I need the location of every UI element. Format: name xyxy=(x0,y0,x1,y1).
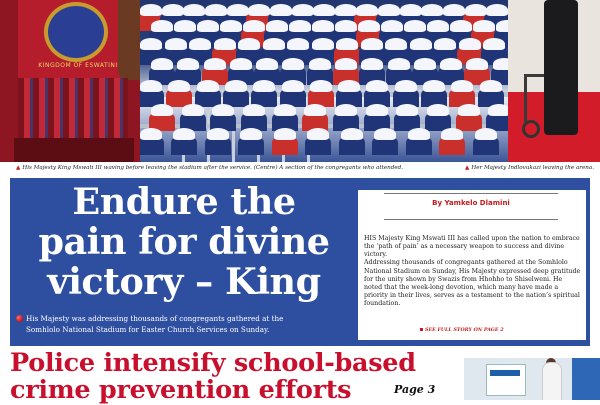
square-bullet-icon xyxy=(420,328,423,331)
congregant-hat xyxy=(151,104,173,116)
congregant-hat xyxy=(336,38,358,50)
congregant-hat xyxy=(282,80,304,92)
congregant-hat xyxy=(205,4,227,16)
congregant-hat xyxy=(292,4,314,16)
congregant-hat xyxy=(385,38,407,50)
robe-hem xyxy=(14,138,134,162)
congregant-hat xyxy=(243,20,265,32)
congregant-hat xyxy=(443,4,465,16)
congregant-hat xyxy=(177,58,199,70)
congregant-hat xyxy=(197,80,219,92)
congregant-hat xyxy=(475,128,497,140)
photo-captions xyxy=(0,162,600,175)
congregant-hat xyxy=(473,20,495,32)
congregant-hat xyxy=(480,80,502,92)
congregant-hat xyxy=(214,38,236,50)
congregant-hat xyxy=(289,20,311,32)
congregant-hat xyxy=(312,38,334,50)
congregant-hat xyxy=(338,80,360,92)
caption-left xyxy=(16,165,403,171)
congregant-hat xyxy=(441,128,463,140)
coat-of-arms-emblem xyxy=(44,2,108,62)
congregant-hat xyxy=(388,58,410,70)
page-reference[interactable]: Page 3 xyxy=(394,383,436,396)
congregant-hat xyxy=(366,80,388,92)
congregant-hat xyxy=(266,20,288,32)
see-full-story-text: SEE FULL STORY ON PAGE 2 xyxy=(425,327,504,333)
congregant-hat xyxy=(465,4,487,16)
banner-stripe xyxy=(490,370,520,376)
congregant-hat xyxy=(451,80,473,92)
congregant-hat xyxy=(450,20,472,32)
congregant-hat xyxy=(140,38,162,50)
second-headline[interactable] xyxy=(10,350,450,404)
congregant-hat xyxy=(174,20,196,32)
article-body xyxy=(364,235,582,308)
congregant-hat xyxy=(207,128,229,140)
congregant-hat xyxy=(162,4,184,16)
blue-wall xyxy=(572,358,600,400)
congregant-hat xyxy=(378,4,400,16)
standfirst xyxy=(16,314,360,335)
congregant-hat xyxy=(493,58,508,70)
caption-left-text: His Majesty King Mswati III waving before leaving the stadium after the service. (Centre) A section of the congregants who attended. xyxy=(22,165,403,171)
congregant-hat xyxy=(240,128,262,140)
congregant-hat xyxy=(238,38,260,50)
standfirst-line-1: His Majesty was addressing thousands of congregants gathered at the xyxy=(26,314,284,323)
congregant-hat xyxy=(270,4,292,16)
congregants-photo xyxy=(140,0,508,162)
congregant-hat xyxy=(356,4,378,16)
police-photo xyxy=(464,358,600,400)
congregant-hat xyxy=(225,80,247,92)
congregant-hat xyxy=(414,58,436,70)
congregant-hat xyxy=(404,20,426,32)
congregant-hat xyxy=(466,58,488,70)
congregant-hat xyxy=(140,80,162,92)
congregant-hat xyxy=(151,58,173,70)
queen-mother-photo xyxy=(508,0,600,162)
congregant-hat xyxy=(366,104,388,116)
caption-right xyxy=(465,165,594,171)
congregant-hat xyxy=(313,4,335,16)
congregant-hat xyxy=(459,38,481,50)
congregant-hat xyxy=(410,38,432,50)
congregant-hat xyxy=(395,80,417,92)
congregant-hat xyxy=(230,58,252,70)
congregant-hat xyxy=(151,20,173,32)
robe-pattern xyxy=(18,78,128,138)
lead-headline[interactable] xyxy=(10,182,358,302)
second-headline-line-2: crime prevention efforts xyxy=(10,375,352,405)
congregant-hat xyxy=(263,38,285,50)
congregant-hat xyxy=(408,128,430,140)
congregant-hat xyxy=(396,104,418,116)
congregant-hat xyxy=(274,128,296,140)
congregant-hat xyxy=(335,4,357,16)
congregant-hat xyxy=(358,20,380,32)
congregant-hat xyxy=(335,20,357,32)
congregant-hat xyxy=(496,20,508,32)
congregant-hat xyxy=(483,38,505,50)
standing-figure xyxy=(544,0,578,135)
congregant-hat xyxy=(423,80,445,92)
congregant-hat xyxy=(307,128,329,140)
congregant-hat xyxy=(427,104,449,116)
byline-rule-top xyxy=(384,193,558,194)
byline: By Yamkelo Dlamini xyxy=(432,199,510,207)
banner-stand xyxy=(486,364,526,396)
headline-line-3: victory – King xyxy=(47,260,321,303)
photo-strip xyxy=(0,0,600,162)
headline-line-1: Endure the xyxy=(72,180,296,223)
congregant-hat xyxy=(488,104,508,116)
congregant-hat xyxy=(204,58,226,70)
congregant-hat xyxy=(400,4,422,16)
congregant-hat xyxy=(227,4,249,16)
congregant-hat xyxy=(312,20,334,32)
congregant-hat xyxy=(182,104,204,116)
congregant-hat xyxy=(381,20,403,32)
second-headline-line-1: Police intensify school-based xyxy=(10,348,416,378)
byline-rule-bottom xyxy=(384,219,558,220)
caption-triangle-icon: ▲ xyxy=(465,165,470,171)
article-paragraph-1: HIS Majesty King Mswati III has called upon the nation to embrace the ‘path of pain’ as a necessary weapon to success and divine victory. xyxy=(364,235,580,259)
congregant-hat xyxy=(165,38,187,50)
caption-triangle-icon: ▲ xyxy=(16,165,21,171)
congregant-hat xyxy=(173,128,195,140)
congregant-hat xyxy=(168,80,190,92)
see-full-story-link[interactable] xyxy=(420,327,580,333)
congregant-hat xyxy=(248,4,270,16)
congregant-hat xyxy=(309,58,331,70)
wheelchair-wheel xyxy=(522,120,540,138)
congregant-hat xyxy=(335,58,357,70)
congregant-hat xyxy=(361,38,383,50)
congregant-hat xyxy=(440,58,462,70)
congregant-hat xyxy=(253,80,275,92)
congregant-hat xyxy=(212,104,234,116)
congregant-hat xyxy=(140,128,162,140)
emblem-lettering: KINGDOM OF ESWATINI xyxy=(38,62,118,69)
congregant-hat xyxy=(421,4,443,16)
congregant-hat xyxy=(243,104,265,116)
congregant-hat xyxy=(282,58,304,70)
congregant-hat xyxy=(183,4,205,16)
congregant-hat xyxy=(310,80,332,92)
headline-line-2: pain for divine xyxy=(38,220,330,263)
congregant-hat xyxy=(335,104,357,116)
red-bullet-icon xyxy=(16,315,23,322)
congregant-hat xyxy=(374,128,396,140)
congregant-hat xyxy=(189,38,211,50)
congregant-hat xyxy=(434,38,456,50)
caption-right-text: Her Majesty Indlovukazi leaving the arena. xyxy=(471,165,594,171)
congregant-hat xyxy=(361,58,383,70)
congregant-hat xyxy=(427,20,449,32)
congregant-hat xyxy=(458,104,480,116)
standfirst-line-2: Somhlolo National Stadium for Easter Church Services on Sunday. xyxy=(26,324,270,334)
congregant-hat xyxy=(256,58,278,70)
congregant-hat xyxy=(274,104,296,116)
congregant-hat xyxy=(197,20,219,32)
officer-figure xyxy=(542,362,562,400)
congregant-hat xyxy=(140,4,162,16)
king-photo xyxy=(0,0,140,162)
congregant-hat xyxy=(287,38,309,50)
congregant-hat xyxy=(486,4,508,16)
congregant-hat xyxy=(304,104,326,116)
congregant-hat xyxy=(341,128,363,140)
article-paragraph-2: Addressing thousands of congregants gathered at the Somhlolo National Stadium on Sunday, His Majesty expressed deep gratitude for the unity shown by Swazis from Hhohho to Shiselweni. He noted that the week-long devotion, which many have made a priority in their lives, serves as a testament to the nation’s spiritual foundation. xyxy=(364,259,581,308)
congregant-hat xyxy=(220,20,242,32)
